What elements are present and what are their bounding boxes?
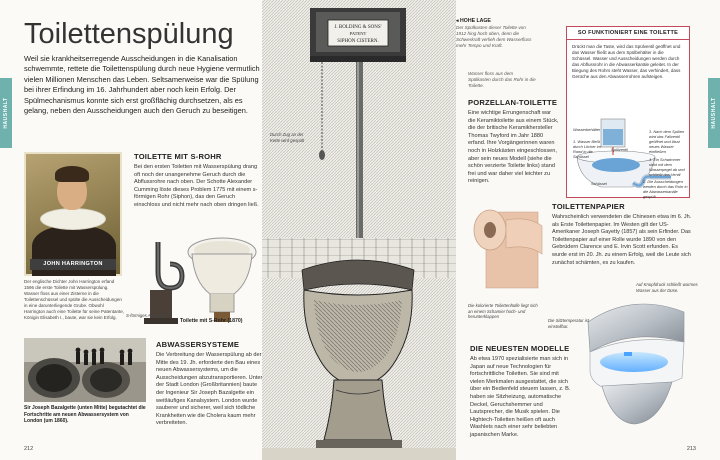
section-s-rohr [134,152,260,210]
info-box-heading: SO FUNKTIONIERT EINE TOILETTE [567,27,689,40]
section-toilettenpapier [552,202,692,267]
section-tab-left: HAUSHALT [0,78,12,148]
cistern-plate-line1: J. BOLDING & SONS' [334,25,382,30]
text-toilettenpapier: Wahrscheinlich verwendeten die Chinesen etwa im 6. Jh. als Erste Toilettenpapier. Im Westen gilt der US-Amerikaner Joseph Gayetty (1857) als sein Erfinder. Das Toilettenpapier auf einer Rolle wurde 1890 von den Gebrüdern Clarence und E. Irvin Scott erfunden. Es wurde erst im 20. Jh. zu einem Erfolg, weil die Leute sich zunächst schämten, es zu kaufen. [552,214,692,266]
cistern-plate-line2: PATENT [349,31,367,36]
caption-sewer-photo: Sir Joseph Bazalgette (unten Mitte) begutachtet die Fortschritte am neuen Abwassersystem von London (um 1860). [24,405,146,425]
label-spuelventil: Spülventil [611,147,628,152]
caption-s-pipe-toilet: Toilette mit S-Rohr (1870) [180,318,243,324]
info-box-how-toilet-works [566,26,690,198]
label-step2: 2. Die Ausscheidungen werden durch das Rohr in die Abwasserkanäle gespült [643,179,688,199]
heading-hohe-lage: ◂ HOHE LAGE [456,18,491,24]
section-hohe-lage [456,18,536,88]
heading-abwassersysteme: ABWASSERSYSTEME [156,340,240,349]
heading-porzellan: PORZELLAN-TOILETTE [468,98,558,107]
text-porzellan: Eine wichtige Errungenschaft war die Keramiktoilette aus einem Stück, die der britische Keramikhersteller Thomas Twyford im Jahr 1880 erfand. Ihre Vorgängerinnen waren noch in Holzkästen eingeschlossen, aber sein neues Modell (siehe die schön verzierte Toilette links) stand frei und war daher viel leichter zu reinigen. [468,110,559,185]
section-tab-right: HAUSHALT [708,78,720,148]
caption-pipe-flow: Wasser floss aus dem Spülkasten durch das Rohr in die Toilette. [468,71,536,88]
caption-warm-water: Auf Knopfdruck schließt warmes Wasser aus der Düse. [636,282,698,293]
section-neueste-modelle [470,344,574,440]
photo-sewer-construction [24,338,146,402]
modern-washlet-toilet-image [572,282,696,430]
text-hohe-lage: Der Spülkasten dieser Toilette von 1912 hing hoch oben, denn die Schwerkraft verlieh dem Wasserfluss mehr Tempo und Kraft. [456,25,532,48]
toilet-paper-roll-image [468,196,552,292]
label-step1: 1. Wasser fließt durch Löcher im Rand in die Schüssel [573,139,601,159]
portrait-caption: Der englische Dichter John Harrington erfand 1596 die erste Toilette mit Wasserspülung. Wasser floss aus einer Zisterne in die Toilettenschüssel und spülte die Ausscheidungen in eine darunterliegende Grube. Obwohl Harrington auch eine Toilette für seine Patentante, Königin Elisabeth I., baute, war sie kein Erfolg. [24,279,124,320]
section-abwassersysteme [156,340,264,428]
page-number-left: 212 [24,446,34,452]
engraving-high-cistern-toilet [262,0,456,460]
label-schuessel: Schüssel [591,181,607,186]
caption-toilet-cover: Die kolorierte Toilettenhülle liegt sich an einem Schamier hoch- und herunterklappen [468,303,538,320]
caption-chain: Durch Zug an der Kette wird gespült [270,132,305,143]
intro-text: Weil sie krankheitserregende Ausscheidungen in die Kanalisation schwemmte, rettete die Toilettenspülung durch neue Hygiene vermutlich vielen Millionen Menschen das Leben. Seltsamerweise war die Spülung bei ihrer Erfindung im 16. Jahrhundert aber noch kein Erfolg. Der Spülmechanismus konnte sich erst großflächig durchsetzen, als es gelang, neben den Ausscheidungen auch den Geruch zu beseitigen. [24,54,260,116]
portrait-john-harrington [24,152,122,276]
heading-neueste-modelle: DIE NEUESTEN MODELLE [470,344,570,353]
label-wasserbehaelter: Wasserbehälter [573,127,601,132]
caption-seat-temperature: Die Sitztemperatur ist einstellbar. [548,318,590,329]
section-porzellan-toilette [468,98,560,186]
label-step3: 3. Nach dem Spülen wird das Fallventil geöffnet und lässt neues Wasser einfließen [649,129,685,154]
text-neueste-modelle: Ab etwa 1970 spezialisierte man sich in Japan auf neue Technologien für fortschrittliche Toiletten. Sie sind mit vielen Merkmalen ausgestattet, die sich über ein Bedienfeld steuern lassen, z. B. haben sie Sitzheizung, automatische Deckel, Geruchshemmer und Lautsprecher, die Musik spielen. Die Hightech-Toiletten heißen oft auch Washlets nach einer sehr beliebten japanischen Marke. [470,356,571,438]
text-s-rohr: Bei den ersten Toiletten mit Wasserspülung drang oft noch der unangenehme Geruch durch die Abflussrohre nach oben. Der Schotte Alexander Cumming löste dieses Problem 1775 mit einem s-förmigen Rohr (Siphon), das den Geruch einschloss und nicht mehr nach oben dringen ließ. [134,164,259,208]
heading-toilettenpapier: TOILETTENPAPIER [552,202,625,211]
label-step4: 4. Ein Schwimmer sinkt mit dem Wasserpegel ab und schließt das Ventil [649,157,685,177]
caption-s-pipe: S-förmiges Abflussrohr [126,313,170,318]
page-number-right: 213 [686,446,696,452]
heading-s-rohr: TOILETTE MIT S-ROHR [134,152,222,161]
info-box-text: Drückt man die Taste, wird das Spülventil geöffnet und das Wasser fließt aus dem Spülbehälter in die Schüssel. Wasser und Ausscheidungen werden durch das Abflussrohr in die Abwasserkanäle geleitet. In der Biegung des Rohrs steht Wasser, das verhindert, dass Gerüche aus den Abwasserrohren aufsteigen. [572,44,681,79]
portrait-name: JOHN HARRINGTON [30,259,116,270]
text-abwassersysteme: Die Verbreitung der Wasserspülung ab der Mitte des 19. Jh. erforderte den Bau eines neuen Abwassersystems, um die Ausscheidungen abzutransportieren. Unter der Stadt London (Großbritannien) baute der Ingenieur Sir Joseph Bazalgette ein weitläufiges Kanalsystem. London wurde sauberer und sicherer, weil sich tödliche Krankheiten wie die Cholera kaum mehr verbreiteten. [156,352,263,427]
page-title: Toilettenspülung [24,18,234,50]
cistern-plate-line3: SIPHON CISTERN. [337,39,379,44]
